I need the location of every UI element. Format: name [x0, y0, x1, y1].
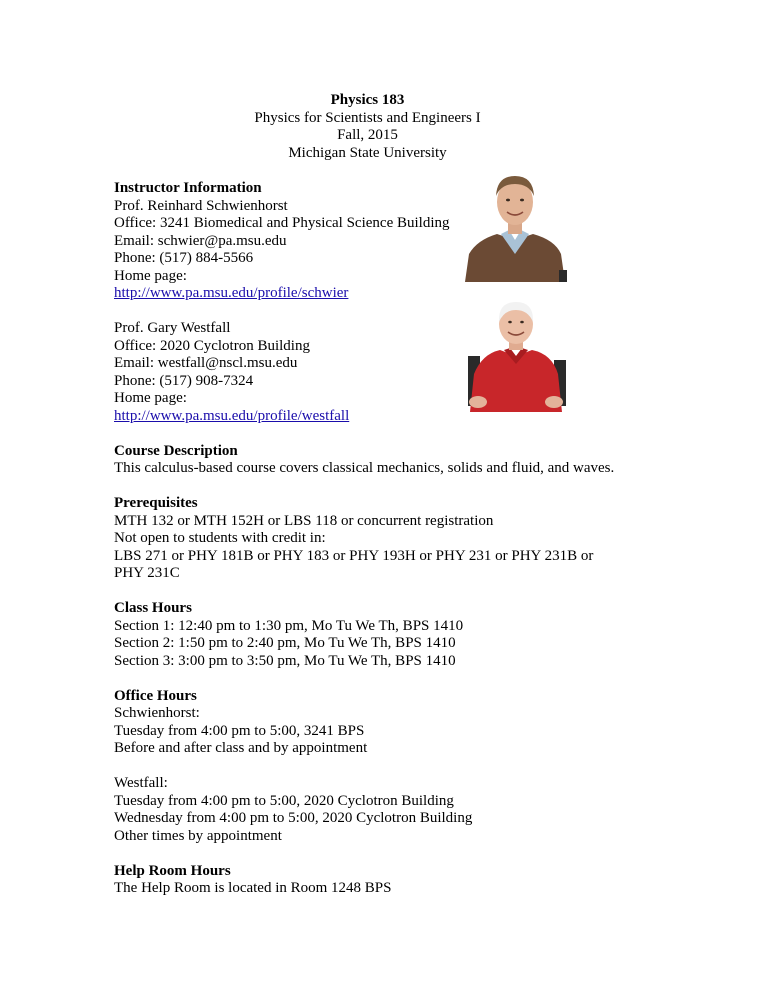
course-term: Fall, 2015	[337, 127, 398, 143]
class-hours-section	[114, 600, 714, 670]
instructor-email: Email: schwier@pa.msu.edu	[114, 232, 287, 249]
office-hours-line: Tuesday from 4:00 pm to 5:00, 2020 Cyclotron Building	[114, 792, 454, 809]
instructor-info-heading: Instructor Information	[114, 180, 262, 196]
course-description-heading: Course Description	[114, 442, 238, 459]
office-hours-westfall	[114, 775, 714, 845]
prerequisite-line: Not open to students with credit in:	[114, 530, 326, 546]
instructor-name: Prof. Reinhard Schwienhorst	[114, 197, 288, 214]
instructor-homepage-label: Home page:	[114, 390, 187, 406]
class-section-line: Section 1: 12:40 pm to 1:30 pm, Mo Tu We Th, BPS 1410	[114, 617, 464, 634]
class-section-line: Section 3: 3:00 pm to 3:50 pm, Mo Tu We Th, BPS 1410	[114, 652, 456, 669]
prerequisite-line: LBS 271 or PHY 181B or PHY 183 or PHY 193H or PHY 231 or PHY 231B or	[114, 547, 594, 564]
prerequisites-section	[114, 495, 714, 583]
university-name: Michigan State University	[288, 144, 447, 161]
office-hours-instructor: Westfall:	[114, 775, 168, 791]
class-section-line: Section 2: 1:50 pm to 2:40 pm, Mo Tu We Th, BPS 1410	[114, 635, 456, 651]
course-description-text: This calculus-based course covers classical mechanics, solids and fluid, and waves.	[114, 460, 615, 476]
help-room-heading: Help Room Hours	[114, 862, 231, 879]
help-room-text: The Help Room is located in Room 1248 BPS	[114, 880, 392, 896]
office-hours-section	[114, 688, 714, 758]
instructor-office: Office: 2020 Cyclotron Building	[114, 337, 310, 354]
course-title: Physics for Scientists and Engineers I	[254, 109, 481, 126]
document-header	[0, 92, 735, 162]
westfall-homepage-link[interactable]: http://www.pa.msu.edu/profile/westfall	[114, 407, 350, 424]
prerequisites-heading: Prerequisites	[114, 495, 198, 511]
schwienhorst-homepage-link[interactable]: http://www.pa.msu.edu/profile/schwier	[114, 285, 349, 301]
help-room-section	[114, 863, 714, 898]
prerequisite-line: PHY 231C	[114, 565, 180, 581]
instructor-email: Email: westfall@nscl.msu.edu	[114, 355, 298, 371]
instructor-phone: Phone: (517) 884-5566	[114, 250, 254, 266]
office-hours-line: Other times by appointment	[114, 827, 282, 844]
office-hours-heading: Office Hours	[114, 687, 197, 704]
instructor-homepage-label: Home page:	[114, 267, 187, 284]
office-hours-line: Wednesday from 4:00 pm to 5:00, 2020 Cyclotron Building	[114, 810, 473, 826]
instructor-section-1	[114, 180, 714, 303]
instructor-office: Office: 3241 Biomedical and Physical Science Building	[114, 215, 450, 231]
office-hours-line: Before and after class and by appointment	[114, 740, 368, 756]
prerequisite-line: MTH 132 or MTH 152H or LBS 118 or concurrent registration	[114, 512, 494, 529]
instructor-section-2	[114, 320, 714, 425]
class-hours-heading: Class Hours	[114, 600, 192, 616]
syllabus-content	[114, 180, 714, 915]
course-description-section	[114, 443, 714, 478]
course-number: Physics 183	[330, 92, 405, 108]
instructor-name: Prof. Gary Westfall	[114, 320, 231, 336]
office-hours-instructor: Schwienhorst:	[114, 705, 200, 721]
instructor-phone: Phone: (517) 908-7324	[114, 372, 254, 389]
office-hours-line: Tuesday from 4:00 pm to 5:00, 3241 BPS	[114, 722, 365, 739]
